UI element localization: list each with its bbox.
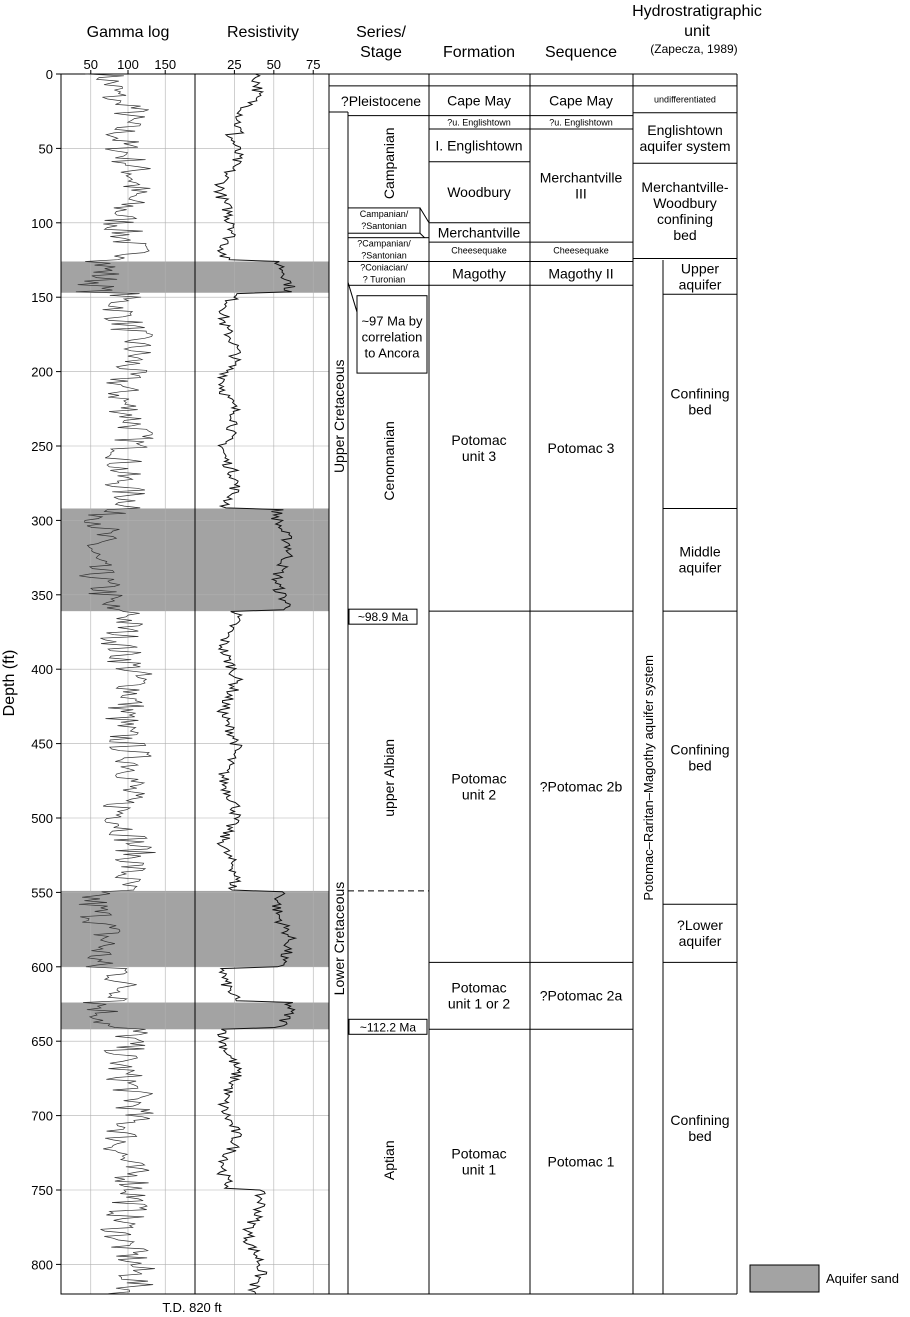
hydro-cell-7-1: aquifer [678,933,722,950]
formation-cell-4-0: Merchantville [437,224,521,241]
sequence-cell-5-0: Potomac 3 [547,440,615,457]
formation-cell-3-0: Woodbury [447,184,511,201]
sequence-cell-7-0: ?Potomac 2a [539,987,623,1004]
hydro-cell-3-0: Upper [680,260,720,277]
formation-cell-7-1: unit 3 [461,448,497,465]
age-box-pointer [348,282,357,312]
hydro-cell-0-0: undifferentiated [654,94,716,105]
sequence-cell-0-0: Cape May [549,92,613,109]
hydro-cell-5-0: Middle [679,543,721,560]
gamma-header: Gamma log [86,24,170,41]
age-989-label: ~98.9 Ma [357,610,409,625]
stage-qcampanian-2: ?Santonian [361,250,407,261]
sequence-header: Sequence [544,44,618,61]
age-box-line2: correlation [361,329,423,345]
hydro-cell-2-0: Merchantville- [641,178,729,195]
formation-cell-5-0: Cheesequake [451,245,507,256]
formation-cell-0-0: Cape May [447,92,511,109]
sequence-cell-3-0: Cheesequake [553,245,609,256]
hydro-cell-4-0: Confining [670,385,730,402]
age-box-line3: to Ancora [364,345,420,361]
sequence-cell-1-0: ?u. Englishtown [549,117,613,128]
sequence-cell-2-1: III [575,185,587,202]
stage-cenomanian: Cenomanian [381,421,397,501]
hydro-cell-6-1: bed [688,757,712,774]
series-header-1: Series/ [356,24,406,41]
gamma-log-curve [76,74,156,1294]
hydro-cell-2-1: Woodbury [653,194,717,211]
depth-tick-label: 650 [31,1034,53,1050]
hydro-system-label: Potomac–Raritan–Magothy aquifer system [641,654,656,901]
depth-tick-label: 500 [31,811,53,826]
formation-cell-8-1: unit 2 [461,786,497,803]
formation-cell-7-0: Potomac [451,432,507,449]
depth-tick-label: 400 [31,662,53,678]
sequence-cell-6-0: ?Potomac 2b [539,778,623,795]
sequence-cell-4-0: Magothy II [548,265,614,282]
formation-cell-8-0: Potomac [451,770,507,787]
depth-tick-label: 350 [31,587,53,603]
resistivity-header: Resistivity [226,24,300,41]
res-tick-label: 50 [266,57,282,72]
depth-tick-label: 800 [31,1257,53,1273]
hydro-header-2: unit [684,23,710,40]
stage-coniacian-1: ?Coniacian/ [360,262,408,273]
stage-campanian: Campanian [381,127,397,200]
stage-pleistocene: ?Pleistocene [340,92,422,109]
stage-campanian-santonian-1: Campanian/ [359,208,409,219]
hydro-cell-7-0: ?Lower [677,917,723,934]
total-depth-label: T.D. 820 ft [162,1300,222,1315]
stage-coniacian-2: ? Turonian [362,274,406,285]
depth-tick-label: 100 [31,215,53,231]
hydro-cell-1-0: Englishtown [647,121,723,138]
stage-campanian-santonian-2: ?Santonian [361,220,407,231]
depth-axis-label: Depth (ft) [1,649,18,717]
depth-tick-label: 0 [45,67,53,82]
formation-header: Formation [442,44,516,61]
formation-cell-9-0: Potomac [451,979,507,996]
stage-upper-albian: upper Albian [381,738,397,817]
hydro-header-3: (Zapecza, 1989) [650,42,738,56]
lower-cretaceous-label: Lower Cretaceous [331,881,347,996]
formation-cell-10-0: Potomac [451,1145,507,1162]
hydro-cell-8-0: Confining [670,1112,730,1129]
legend-swatch [750,1265,819,1292]
sequence-cell-8-0: Potomac 1 [547,1153,615,1170]
gamma-tick-label: 50 [83,57,99,72]
hydro-cell-8-1: bed [688,1128,712,1145]
hydro-cell-4-1: bed [688,401,712,418]
depth-tick-label: 250 [31,439,53,454]
hydro-cell-6-0: Confining [670,741,730,758]
depth-tick-label: 150 [31,290,53,306]
hydro-cell-1-1: aquifer system [639,137,731,154]
hydro-header-1: Hydrostratigraphic [632,3,762,20]
hydro-cell-2-3: bed [673,226,697,243]
hydro-cell-2-2: confining [656,210,714,227]
legend-label: Aquifer sand [826,1271,899,1286]
resistivity-log-curve [215,74,295,1294]
depth-tick-label: 700 [31,1108,53,1124]
gamma-tick-label: 100 [117,57,139,72]
upper-cretaceous-label: Upper Cretaceous [331,359,347,474]
stage-qcampanian-1: ?Campanian/ [357,238,411,249]
series-header-2: Stage [360,44,402,61]
depth-tick-label: 550 [31,885,53,901]
depth-tick-label: 750 [31,1183,53,1198]
stage-pointer-1 [420,208,429,223]
sequence-cell-2-0: Merchantville [539,169,623,186]
hydro-cell-5-1: aquifer [678,559,722,576]
age-box-line1: ~97 Ma by [361,313,423,329]
depth-tick-label: 300 [31,513,53,529]
depth-tick-label: 50 [38,141,53,157]
stratigraphic-columns [329,74,737,1294]
depth-tick-label: 200 [31,364,53,380]
depth-tick-label: 600 [31,959,53,975]
axis-ticks [31,57,320,1272]
gamma-tick-label: 150 [154,57,177,72]
stage-aptian: Aptian [381,1140,397,1181]
formation-cell-1-0: ?u. Englishtown [447,117,511,128]
formation-cell-10-1: unit 1 [461,1161,497,1178]
formation-cell-6-0: Magothy [452,265,506,282]
formation-cell-9-1: unit 1 or 2 [447,995,511,1012]
hydro-cell-3-1: aquifer [678,276,722,293]
age-1122-label: ~112.2 Ma [359,1020,417,1035]
res-tick-label: 25 [227,57,242,72]
res-tick-label: 75 [306,57,321,72]
formation-cell-2-0: I. Englishtown [435,137,523,154]
depth-tick-label: 450 [31,736,53,752]
